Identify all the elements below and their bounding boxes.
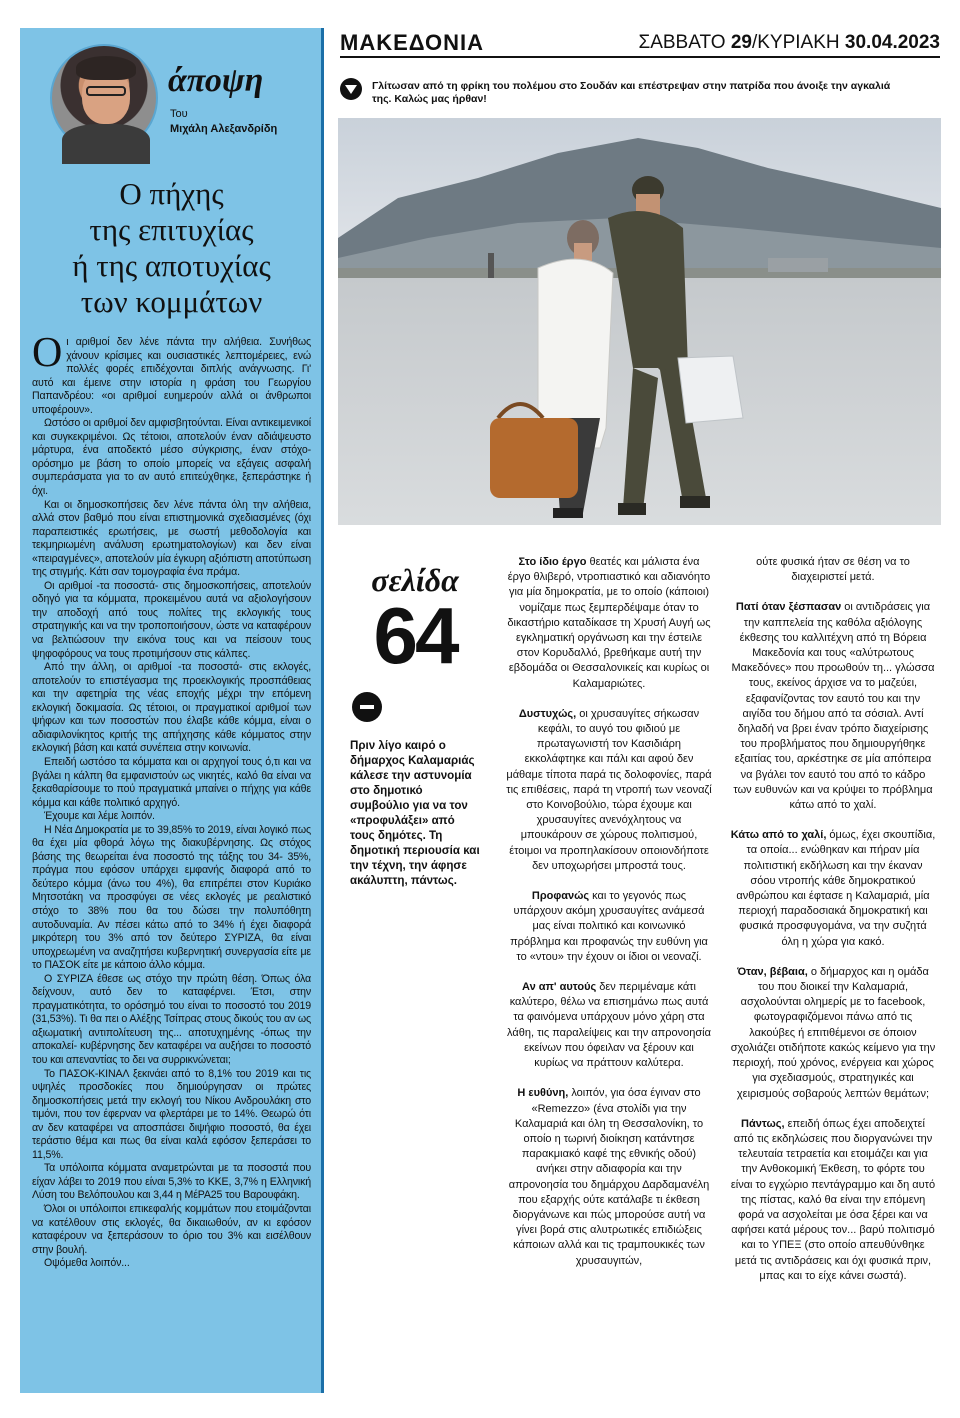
rubric-label: άποψη bbox=[168, 62, 264, 99]
dropcap: Ο bbox=[32, 330, 63, 376]
article-paragraph: Πατί όταν ξέσπασαν οι αντιδράσεις για την καππελεία της καθόλα αξιόλογης έκθεσης του καλλιτέχνη από τη Βόρεια Μακεδονία και τους «αλύτρωτους Μακεδόνες» που προωθούν τη... γλώσσα τους, εκείνος άρχισε να το μαζεύει, εξαφανίζοντας τον εαυτό του και την αιγίδα του δήμου από τα σόσιαλ. Αντί δηλαδή να βρει έναν τρόπο διαχείρισης του προβλήματος που δημιουργήθηκε εξαιτίας του, αρκέστηκε σε μία απόπειρα να βγάλει τον εαυτό του από το κάδρο των ευθυνών και να κρύψει το πρόβλημα κάτω από το χαλί. bbox=[731, 601, 935, 812]
article-paragraph: Η ευθύνη, λοιπόν, για όσα έγιναν στο «Remezzo» (ένα στολίδι για την Καλαμαριά και όλη τη Θεσσαλονίκη, το οποίο η τωρινή διοίκηση κατάντησε παρακμιακό καφέ της εθνικής οδού) ανήκει στην αδιαφορία και την απρονοησία του δημάρχου Δαρδαμανέλη που εξαρχής ούτε κατάλαβε τι έκθεση διοργάνωνε και πώς μπορούσε αυτή να γίνει βορά στις αλυτρωτικές επιδιώξεις κάποιων αλλά και τις τραμπουκικές των χρυσαυγιτών, bbox=[508, 1087, 710, 1267]
opinion-paragraph: Τα υπόλοιπα κόμματα αναμετρώνται με τα ποσοστά που είχαν λάβει το 2019 που είναι 5,3% το ΚΚΕ, 3,7% η Ελληνική Λύση του Βελόπουλου και 3,44 η ΜέΡΑ25 του Βαρουφάκη. bbox=[32, 1162, 311, 1202]
author-avatar bbox=[50, 44, 158, 152]
photo-caption: Γλίτωσαν από τη φρίκη του πολέμου στο Σουδάν και επέστρεψαν στην πατρίδα που άνοιξε την αγκαλιά της. Καλώς μας ήρθαν! bbox=[372, 80, 891, 105]
article-paragraph: Όταν, βέβαια, ο δήμαρχος και η ομάδα του που διοικεί την Καλαμαριά, ασχολούνται ολημερίς με το facebook, φωτογραφιζόμενοι πάνω από τις λακούβες ή επιτιθέμενοι σε όποιον σχολιάζει οτιδήποτε κακώς κείμενο για την περιοχή, πού χρόνος, ενέργεια και χώρος για σχεδιασμούς, στρατηγικές και χειρισμούς σοβαρούς λεπτών θεμάτων; bbox=[730, 965, 936, 1100]
article-paragraph: Δυστυχώς, οι χρυσαυγίτες σήκωσαν κεφάλι, το αυγό του φιδιού με πρωταγωνιστή τον Κασιδιάρη εκκολάφτηκε και πάλι και αφού δεν μάθαμε τίποτα παρά τις δολοφονίες, παρά τις επιθέσεις, παρά τη ντροπή των νεοναζί στο Κοινοβούλιο, τώρα έχουμε και χρυσαυγίτες ανενόχλητους να μπουκάρουν σε χώρους πολιτισμού, έτοιμοι να προπηλακίσουν οποιονδήποτε δεν υποχωρήσει μπροστά τους. bbox=[506, 707, 712, 872]
author-name: Μιχάλη Αλεξανδρίδη bbox=[170, 123, 278, 135]
article-paragraph: ούτε φυσικά ήταν σε θέση να το διαχειριστεί μετά. bbox=[756, 556, 910, 584]
opinion-paragraph: Το ΠΑΣΟΚ-ΚΙΝΑΛ ξεκινάει από το 8,1% του 2019 και τις υψηλές προσδοκίες που δημιούργησαν οι πρώτες δημοσκοπήσεις μετά την εκλογή του Νίκου Ανδρουλάκη στο τιμόνι, που τον έφερναν να φλερτάρει με το 14%. Θεωρώ ότι αν δεν καταφέρει να αποσπάσει διψήφιο ποσοστό, θα έχει τεράστιο θέμα και πως θα είναι καλά εφόσον ξεπεράσει το 11,5%. bbox=[32, 1067, 311, 1161]
opinion-title: Ο πήχης της επιτυχίας ή της αποτυχίας των κομμάτων bbox=[72, 176, 271, 319]
page-label: σελίδα bbox=[371, 562, 459, 598]
opinion-paragraph: Από την άλλη, οι αριθμοί -τα ποσοστά- στις εκλογές, αποτελούν το επιστέγασμα της προεκλογικής προσπάθειας και την αφετηρία της νέας εποχής μέχρι την επόμενη εκλογική δοκιμασία. Ως τέτοιοι, οι πραγματικοί αριθμοί των ψήφων και των ποσοστών που έλαβε κάθε κόμμα, είναι ο αδιαφιλονίκητος κριτής της απήχησης κάθε κόμματος στην εκλογική βάση και κατά συνέπεια στην κοινωνία. bbox=[32, 661, 311, 755]
masthead bbox=[340, 30, 940, 58]
paper-name: ΜΑΚΕΔΟΝΙΑ bbox=[340, 30, 484, 55]
opinion-paragraph: Έχουμε και λέμε λοιπόν. bbox=[44, 810, 155, 823]
opinion-paragraph: Ωστόσο οι αριθμοί δεν αμφισβητούνται. Είναι αντικειμενικοί και συγκεκριμένοι. Ως τέτοιοι, αποτελούν έναν αδιάψευστο μάρτυρα, ένα αποδεκτό μέσο σύγκρισης, έναν στόχο-ορόσημο με βάση το οποίο μπορείς να εξάγεις ασφαλή συμπεράσματα για το αν αυτό επιτεύχθηκε, ξεπεράστηκε ή όχι. bbox=[32, 417, 311, 498]
opinion-paragraph: Και οι δημοσκοπήσεις δεν λένε πάντα όλη την αλήθεια, αλλά στον βαθμό που είναι επιστημονικά σχεδιασμένες (όχι παραπειστικές ερωτήσεις, με σωστή μεθοδολογία και τεκμηριωμένη ανάλυση ερωτηματολογίων) και δεν είναι «πειραγμένες», αποτελούν μία έγκυρη αξιόπιστη αποτύπωση της στιγμής. Κάτι σαν τομογραφία ένα πράμα. bbox=[32, 498, 311, 579]
date-line: ΣΑΒΒΑΤΟ 29/ΚΥΡΙΑΚΗ 30.04.2023 bbox=[638, 32, 940, 53]
author-header bbox=[32, 38, 311, 168]
opinion-body bbox=[32, 330, 311, 1271]
opinion-paragraph: Οι αριθμοί δεν λένε πάντα την αλήθεια. Συνήθως χάνουν κρίσιμες και ουσιαστικές λεπτομέρειες, ενώ πολλές φορές επιδέχονται διπλής ανάγνωσης. Γι' αυτό και έμεινε στην ιστορία η φράση του Γεωργίου Παπανδρέου: «οι αριθμοί ευημερούν αλλά οι άνθρωποι υποφέρουν». bbox=[32, 330, 311, 416]
opinion-paragraph: Η Νέα Δημοκρατία με το 39,85% το 2019, είναι λογικό πως θα έχει μία φθορά λόγω της διακυβέρνησης. Ως στόχος βάσης της θεωρείται ένα ποσοστό της τάξης του 34- 35%, πράγμα που εφόσον υπάρχει εμφανής διαφορά από το δεύτερο κόμμα (άνω του 4%), θα επιτρέπει στον Κυριάκο Μητσοτάκη να προσφύγει σε νέες εκλογές με ρεαλιστικό στόχο το 38% που θα του δώσει την πολυπόθητη αυτοδυναμία. Αν πέσει κάτω από το 34% ή έχει διαφορά μικρότερη του 3% από τον δεύτερο ΣΥΡΙΖΑ, θα είναι υποχρεωμένη να αναζητήσει κυβερνητική συνεργασία είτε με το ΠΑΣΟΚ είτε με κάποιο άλλο κόμμα. bbox=[32, 823, 311, 972]
article-lead: Πριν λίγο καιρό ο δήμαρχος Καλαμαριάς κάλεσε την αστυνομία στο δημοτικό συμβούλιο για να τον «προφυλάξει» από τους δημότες. Τη δημοτική περιουσία και την τέχνη, την άφησε ακάλυπτη, πάντως. bbox=[350, 739, 480, 887]
article-paragraph: Κάτω από το χαλί, όμως, έχει σκουπίδια, τα οποία... ενώθηκαν και πήραν μία πολιτιστική εκδήλωση και την έκαναν σόου ντροπής κάθε δημοκρατικού ανθρώπου και έφτασε η Καλαμαριά, μία περιοχή παραδοσιακά δημοκρατική και φυσικά προσφυγομάνα, να την συζητά όλη η χώρα για κακό. bbox=[730, 829, 936, 948]
opinion-paragraph: Οι αριθμοί -τα ποσοστά- στις δημοσκοπήσεις, αποτελούν οδηγό για τα κόμματα, προκειμένου αυτά να αξιολογήσουν την αποδοχή από τους πολίτες της εκλογικής τους στρατηγικής και να την τροποποιήσουν, ώστε να καταφέρουν να βελτιώσουν την εικόνα τους και να πείσουν τους ψηφοφόρους να τους προτιμήσουν στις κάλπες. bbox=[32, 579, 311, 660]
byline-prefix: Του bbox=[170, 108, 188, 120]
article-column-a bbox=[506, 555, 712, 1284]
news-photo bbox=[338, 118, 941, 525]
page-number: 64 bbox=[373, 591, 457, 680]
opinion-paragraph: Επειδή ωστόσο τα κόμματα και οι αρχηγοί τους ό,τι και να βγάλει η κάλπη θα εμφανιστούν ως νικητές, καλό θα είναι να ξεκαθαρίσουμε το πού πραγματικά μπαίνει ο πήχης για κάθε κόμμα και κάθε πολιτικό αρχηγό. bbox=[32, 755, 311, 809]
opinion-column bbox=[20, 28, 324, 1393]
article-paragraph: Πάντως, επειδή όπως έχει αποδειχτεί από τις εκδηλώσεις που διοργανώνει την τελευταία τετραετία και ετοιμάζει και για την Ανθοκομική Έκθεση, το φόρτε του είναι το εγχώριο πεντάγραμμο και δη αυτό της πίστας, καλό θα είναι την επόμενη φορά να ασχολείται με όσα ξέρει και να αφήσει κατά μέρους τον... βαρύ πολιτισμό και το ΥΠΕΞ (στο οποίο απευθύνθηκε μετά τις αντιδράσεις και όχι φυσικά πριν, μπας και το είχε κάνει σωστά). bbox=[730, 1117, 936, 1282]
opinion-paragraph: Ο ΣΥΡΙΖΑ έθεσε ως στόχο την πρώτη θέση. Όπως όλα δείχνουν, αυτό δεν το καταφέρνει. Έτσι, στην πραγματικότητα, το ορόσημό του είναι το ποσοστό του 2019 (31,53%). Τι θα πει ο Αλέξης Τσίπρας στους δικούς του αν ως αξιωματική αντιπολίτευση της... αποτυχημένης -όπως την αποκαλεί- κυβέρνησης δεν καταφέρει να αυξήσει το ποσοστό του και απεναντίας το δει να συρρικνώνεται; bbox=[32, 972, 311, 1066]
opinion-paragraph: Όλοι οι υπόλοιποι επικεφαλής κομμάτων που ετοιμάζονται να κατέλθουν στις εκλογές, θα δικαιωθούν, αν κι εφόσον καταφέρουν να ξεπεράσουν το όριο του 3% και εισέλθουν στην βουλή. bbox=[32, 1203, 311, 1256]
article-paragraph: Στο ίδιο έργο θεατές και μάλιστα ένα έργο θλιβερό, ντροπιαστικό και αδιανόητο για μία δημοκρατία, με το οποίο (κάποιοι) νομίζαμε πως ξεμπερδέψαμε όταν το δικαστήριο καταδίκασε τη Χρυσή Αυγή ως εγκληματική οργάνωση και την έστειλε στον Κορυδαλλό, βρεθήκαμε αυτή την εβδομάδα οι Θεσσαλονικείς και κυρίως οι Καλαμαριώτες. bbox=[507, 556, 711, 690]
article-paragraph: Προφανώς και το γεγονός πως υπάρχουν ακόμη χρυσαυγίτες ανάμεσά μας είναι πολιτικό και κοινωνικό πρόβλημα και προφανώς την ευθύνη για το «ντου» την έχουν οι ίδιοι οι νεοναζί. bbox=[510, 890, 708, 963]
article-paragraph: Αν απ' αυτούς δεν περιμέναμε κάτι καλύτερο, θέλω να επισημάνω πως αυτά τα φαινόμενα υπάρχουν μόνο χάρη στα λάθη, τις παραλείψεις και την απρονοησία εκείνων που όφειλαν να ξέρουν και κυρίως να πράττουν καλύτερα. bbox=[507, 981, 711, 1070]
opinion-paragraph: Οψόμεθα λοιπόν... bbox=[44, 1257, 130, 1270]
article-column-b bbox=[730, 555, 936, 1299]
caption-arrow-icon bbox=[340, 78, 362, 100]
minus-icon bbox=[352, 692, 382, 722]
